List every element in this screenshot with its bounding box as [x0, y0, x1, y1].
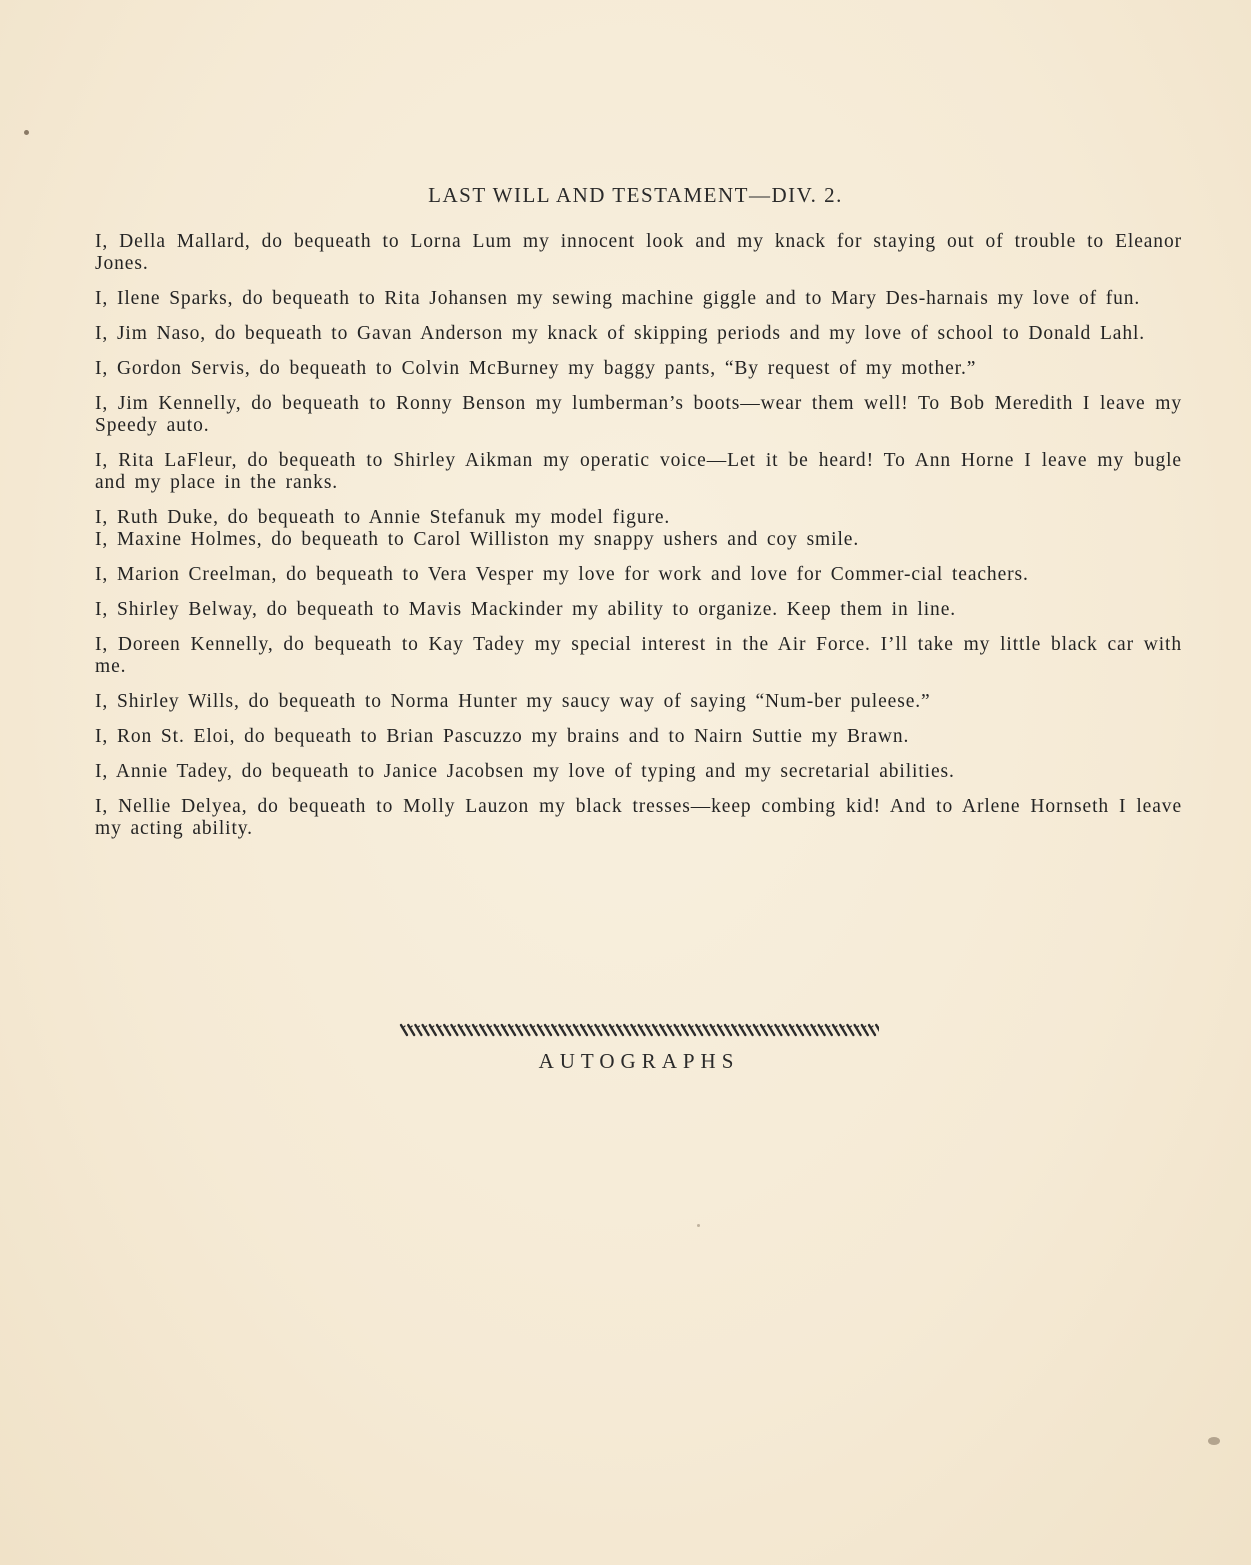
- paper-speck: [697, 1224, 700, 1227]
- bequest-entry: I, Annie Tadey, do bequeath to Janice Jacobsen my love of typing and my secretarial abilities.: [95, 761, 955, 782]
- bequest-entry: I, Gordon Servis, do bequeath to Colvin McBurney my baggy pants, “By request of my mother.”: [95, 358, 977, 379]
- paper-speck: [24, 130, 29, 135]
- bequest-entry: I, Ron St. Eloi, do bequeath to Brian Pascuzzo my brains and to Nairn Suttie my Brawn.: [95, 726, 910, 747]
- bequest-entry: I, Jim Naso, do bequeath to Gavan Anderson my knack of skipping periods and my love of school to Donald Lahl.: [95, 323, 1146, 344]
- section-heading-autographs: AUTOGRAPHS: [538, 1049, 740, 1073]
- bequest-entry: I, Rita LaFleur, do bequeath to Shirley Aikman my operatic voice—Let it be heard! To Ann Horne I leave my bugle and my place in the ranks.: [95, 450, 1182, 493]
- ornamental-divider: [399, 1022, 879, 1038]
- bequest-entry: I, Maxine Holmes, do bequeath to Carol Williston my snappy ushers and coy smile.: [95, 529, 860, 550]
- bequest-entry: I, Jim Kennelly, do bequeath to Ronny Benson my lumberman’s boots—wear them well! To Bob Meredith I leave my Speedy auto.: [95, 393, 1182, 436]
- bequest-entry: I, Doreen Kennelly, do bequeath to Kay Tadey my special interest in the Air Force. I’ll take my little black car with me.: [95, 634, 1182, 677]
- bequest-entry: I, Shirley Belway, do bequeath to Mavis Mackinder my ability to organize. Keep them in line.: [95, 599, 957, 620]
- bequest-entry: I, Della Mallard, do bequeath to Lorna Lum my innocent look and my knack for staying out of trouble to Eleanor Jones.: [95, 231, 1182, 274]
- bequest-entry: I, Marion Creelman, do bequeath to Vera Vesper my love for work and love for Commer-cial teachers.: [95, 564, 1029, 585]
- bequest-entry: I, Nellie Delyea, do bequeath to Molly Lauzon my black tresses—keep combing kid! And to Arlene Hornseth I leave my acting ability.: [95, 796, 1182, 839]
- page-title: LAST WILL AND TESTAMENT—DIV. 2.: [428, 183, 843, 207]
- paper-speck: [1208, 1437, 1220, 1445]
- bequest-entry: I, Shirley Wills, do bequeath to Norma Hunter my saucy way of saying “Num-ber puleese.”: [95, 691, 931, 712]
- bequest-list: [95, 231, 1182, 853]
- bequest-entry: I, Ruth Duke, do bequeath to Annie Stefanuk my model figure.: [95, 507, 671, 528]
- bequest-entry: I, Ilene Sparks, do bequeath to Rita Johansen my sewing machine giggle and to Mary Des-harnais my love of fun.: [95, 288, 1141, 309]
